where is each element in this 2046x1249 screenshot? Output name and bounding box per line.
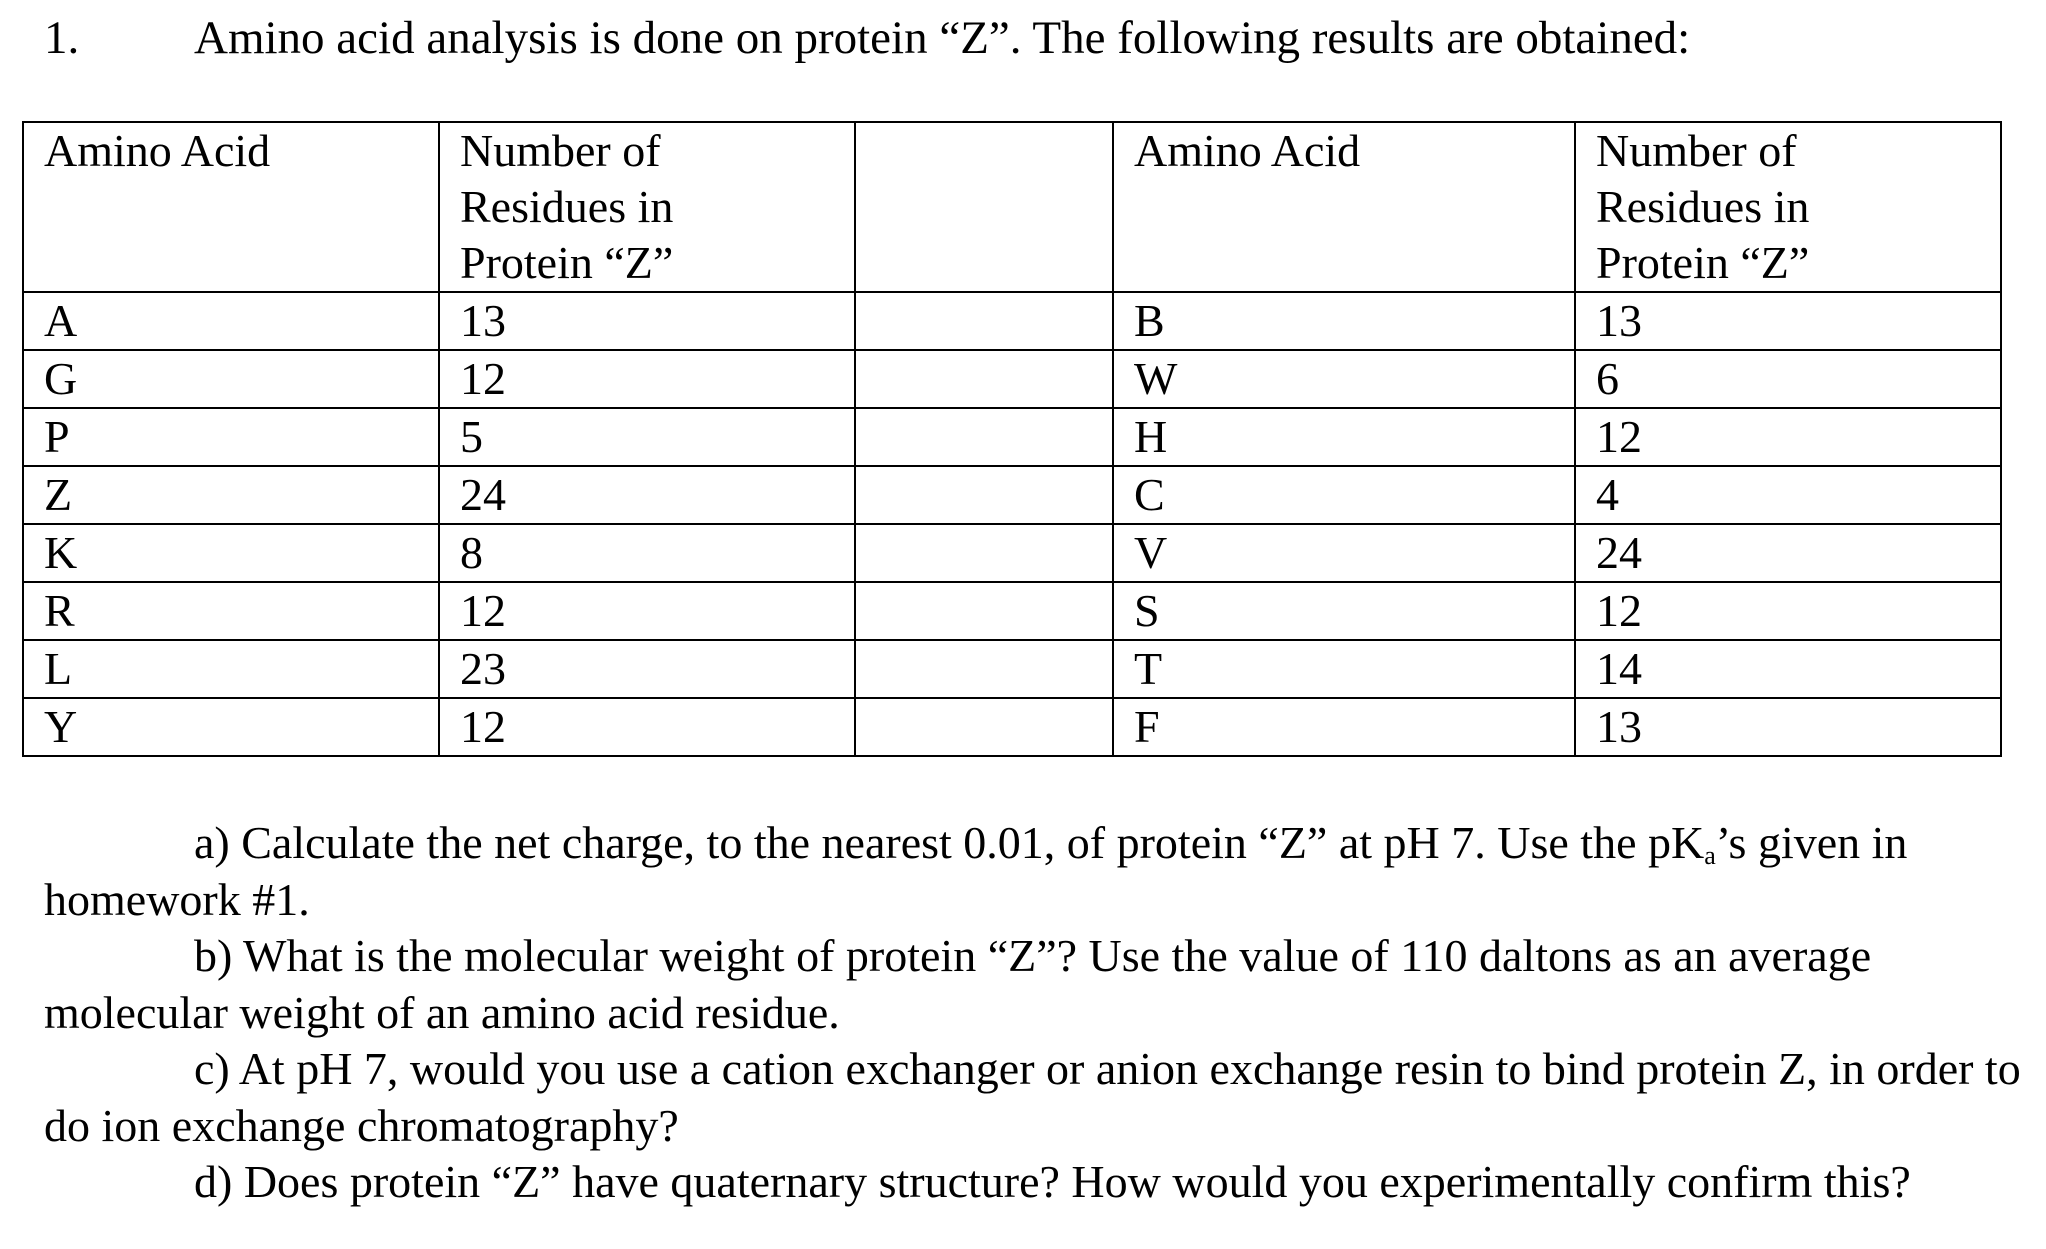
amino-acid-cell: T	[1113, 640, 1575, 698]
residue-count-cell: 12	[439, 350, 855, 408]
question-c: c) At pH 7, would you use a cation exchanger or anion exchange resin to bind protein Z, in order to do ion exchange chromatography?	[44, 1043, 2021, 1151]
empty-spacer-cell	[855, 350, 1113, 408]
empty-spacer-cell	[855, 408, 1113, 466]
empty-spacer-cell	[855, 698, 1113, 756]
residue-count-cell: 13	[1575, 698, 2001, 756]
question-a-text-end: ’s given in homework #1.	[44, 817, 1908, 925]
residue-count-cell: 12	[439, 698, 855, 756]
residue-count-cell: 12	[1575, 408, 2001, 466]
residue-count-cell: 4	[1575, 466, 2001, 524]
question-heading	[0, 8, 2046, 68]
amino-acid-cell: A	[23, 292, 439, 350]
amino-acid-table	[22, 121, 2002, 757]
table-row	[23, 292, 2001, 350]
pka-subscript: a	[1704, 841, 1716, 870]
header-residues-line: Number of	[1596, 125, 1797, 176]
header-residues-line: Protein “Z”	[1596, 237, 1810, 288]
amino-acid-cell: W	[1113, 350, 1575, 408]
amino-acid-cell: B	[1113, 292, 1575, 350]
residue-count-cell: 5	[439, 408, 855, 466]
header-residues-line: Number of	[460, 125, 661, 176]
residue-count-cell: 6	[1575, 350, 2001, 408]
header-residues-line: Residues in	[460, 181, 674, 232]
empty-spacer-cell	[855, 122, 1113, 292]
residue-count-cell: 13	[1575, 292, 2001, 350]
amino-acid-cell: K	[23, 524, 439, 582]
header-amino-acid-right: Amino Acid	[1113, 122, 1575, 292]
residue-count-cell: 8	[439, 524, 855, 582]
empty-spacer-cell	[855, 466, 1113, 524]
question-a	[44, 815, 2034, 928]
amino-acid-cell: Z	[23, 466, 439, 524]
residue-count-cell: 13	[439, 292, 855, 350]
table-header-row	[23, 122, 2001, 292]
table-row	[23, 408, 2001, 466]
header-residues-line: Residues in	[1596, 181, 1810, 232]
amino-acid-cell: H	[1113, 408, 1575, 466]
amino-acid-cell: F	[1113, 698, 1575, 756]
residue-count-cell: 14	[1575, 640, 2001, 698]
amino-acid-cell: P	[23, 408, 439, 466]
residue-count-cell: 24	[439, 466, 855, 524]
empty-spacer-cell	[855, 524, 1113, 582]
table-row	[23, 466, 2001, 524]
residue-count-cell: 12	[1575, 582, 2001, 640]
table-row	[23, 350, 2001, 408]
residue-count-cell: 12	[439, 582, 855, 640]
header-residues-right	[1575, 122, 2001, 292]
amino-acid-cell: G	[23, 350, 439, 408]
question-d: d) Does protein “Z” have quaternary structure? How would you experimentally confirm this?	[194, 1156, 1911, 1207]
amino-acid-cell: C	[1113, 466, 1575, 524]
amino-acid-cell: S	[1113, 582, 1575, 640]
residue-count-cell: 23	[439, 640, 855, 698]
amino-acid-cell: Y	[23, 698, 439, 756]
header-amino-acid-left: Amino Acid	[23, 122, 439, 292]
empty-spacer-cell	[855, 292, 1113, 350]
table-row	[23, 524, 2001, 582]
empty-spacer-cell	[855, 582, 1113, 640]
question-number: 1.	[44, 12, 80, 64]
question-b: b) What is the molecular weight of protein “Z”? Use the value of 110 daltons as an average molecular weight of an amino acid residue.	[44, 930, 1872, 1038]
question-list	[44, 815, 2034, 1211]
table-row	[23, 698, 2001, 756]
amino-acid-cell: L	[23, 640, 439, 698]
header-residues-line: Protein “Z”	[460, 237, 674, 288]
table-row	[23, 640, 2001, 698]
amino-acid-cell: R	[23, 582, 439, 640]
empty-spacer-cell	[855, 640, 1113, 698]
question-a-text: a) Calculate the net charge, to the nearest 0.01, of protein “Z” at pH 7. Use the pK	[194, 817, 1705, 868]
amino-acid-cell: V	[1113, 524, 1575, 582]
table-row	[23, 582, 2001, 640]
residue-count-cell: 24	[1575, 524, 2001, 582]
header-residues-left	[439, 122, 855, 292]
question-intro: Amino acid analysis is done on protein “Z”. The following results are obtained:	[194, 12, 1691, 64]
